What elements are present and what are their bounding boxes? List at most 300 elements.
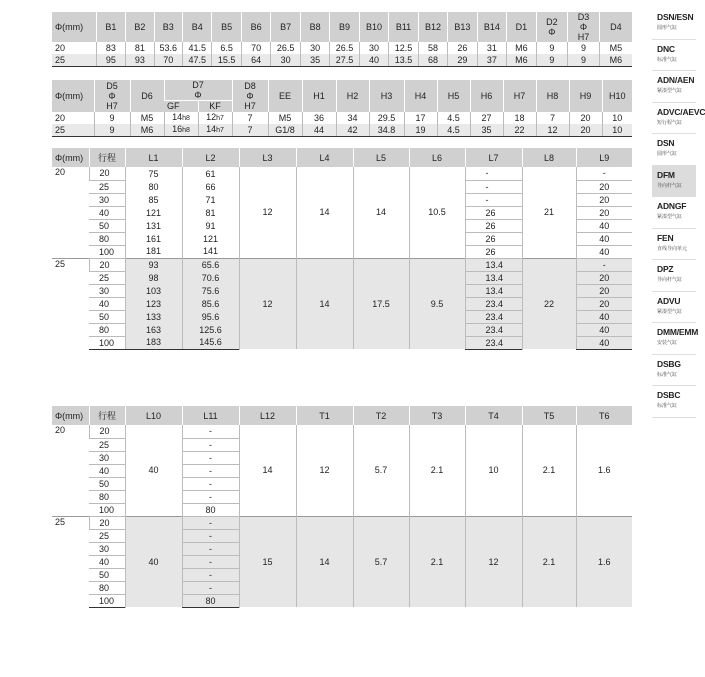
column-header: B8 xyxy=(300,12,329,42)
column-header: B5 xyxy=(212,12,241,42)
sidebar-item[interactable] xyxy=(652,40,696,72)
column-header: T2 xyxy=(353,406,409,425)
table-cell: 20 xyxy=(576,180,632,193)
column-header: B2 xyxy=(126,12,154,42)
stroke-cell: 30 xyxy=(89,451,125,464)
column-header: D3 Φ H7 xyxy=(568,12,600,42)
table-cell: 5.7 xyxy=(353,425,409,516)
sidebar-item[interactable] xyxy=(652,134,696,166)
stroke-cell: 30 xyxy=(89,284,125,297)
table-cell: 26.5 xyxy=(271,42,300,54)
stroke-cell: 100 xyxy=(89,594,125,607)
table-cell: 12h7 xyxy=(198,112,232,124)
sidebar-item-title: DMM/EMM xyxy=(657,327,699,337)
table-cell: 10 xyxy=(602,124,632,137)
sidebar-item-title: DSN xyxy=(657,138,675,148)
sidebar-item[interactable] xyxy=(652,103,705,135)
column-header: L4 xyxy=(296,148,353,167)
column-header: 行程 xyxy=(89,406,125,425)
table-cell: - xyxy=(182,464,239,477)
column-header: L1 xyxy=(125,148,182,167)
column-header: H10 xyxy=(602,80,632,112)
sidebar-item[interactable] xyxy=(652,292,696,324)
table-cell: - xyxy=(182,477,239,490)
table-cell: 123 xyxy=(125,297,182,310)
table-cell: 23.4 xyxy=(465,336,522,349)
table-cell: 53.6 xyxy=(154,42,182,54)
table-cell: M5 xyxy=(268,112,302,124)
table-cell: 22 xyxy=(522,258,576,349)
column-subheader: GF xyxy=(164,101,198,112)
table-cell: - xyxy=(576,167,632,180)
table-cell: - xyxy=(182,425,239,438)
table-cell: 42 xyxy=(336,124,369,137)
column-header: H2 xyxy=(336,80,369,112)
sidebar-item[interactable] xyxy=(652,386,696,418)
sidebar-item-title: ADVU xyxy=(657,295,681,306)
sidebar-item-title: ADNGF xyxy=(657,201,687,211)
table-cell: 163 xyxy=(125,323,182,336)
table-cell: - xyxy=(465,167,522,180)
tolerance: h7 xyxy=(216,126,224,134)
sidebar-item-subtitle: 直线导向单元 xyxy=(657,245,688,252)
table-cell: 75.6 xyxy=(182,284,239,297)
table-cell: 25 xyxy=(52,54,96,66)
table-cell: 26 xyxy=(465,206,522,219)
column-header: L9 xyxy=(576,148,632,167)
table-cell: 29 xyxy=(448,54,477,66)
column-header: Φ(mm) xyxy=(52,80,94,112)
table-row xyxy=(52,112,632,124)
table-cell: 145.6 xyxy=(182,336,239,349)
column-header: L3 xyxy=(239,148,296,167)
table-cell: - xyxy=(182,490,239,503)
sidebar-item[interactable] xyxy=(652,260,696,292)
table-cell: - xyxy=(465,193,522,206)
table-cell: 34.8 xyxy=(369,124,404,137)
table-cell: 26 xyxy=(448,42,477,54)
table-cell: 91 xyxy=(182,219,239,232)
table-cell: 183 xyxy=(125,336,182,349)
sidebar-item-subtitle: 紧凑型气缸 xyxy=(657,214,683,220)
table-cell: 20 xyxy=(576,206,632,219)
stroke-cell: 40 xyxy=(89,464,125,477)
stroke-cell: 20 xyxy=(89,258,125,271)
table-cell: 40 xyxy=(576,232,632,245)
table-cell: M6 xyxy=(130,124,164,137)
table-cell: 64 xyxy=(241,54,270,66)
table-cell: 15 xyxy=(239,516,296,607)
table-cell: 20 xyxy=(55,43,66,53)
stroke-cell: 25 xyxy=(89,271,125,284)
stroke-cell: 20 xyxy=(89,167,125,180)
column-header: D6 xyxy=(130,80,164,112)
table-cell: 4.5 xyxy=(437,112,470,124)
table-cell: 44 xyxy=(302,124,336,137)
table-cell: 70 xyxy=(241,42,270,54)
column-header: L11 xyxy=(182,406,239,425)
table-cell: 93 xyxy=(125,258,182,271)
table-cell: 4.5 xyxy=(437,124,470,137)
column-header: L10 xyxy=(125,406,182,425)
bore-cell: 25 xyxy=(52,258,89,349)
sidebar-item-subtitle: 紧凑型气缸 xyxy=(657,88,683,94)
table-cell: 15.5 xyxy=(212,54,241,66)
column-header: H7 xyxy=(503,80,536,112)
tolerance: h8 xyxy=(182,126,190,134)
dimension-table-d-h xyxy=(52,80,632,137)
table-cell: 12 xyxy=(239,258,296,349)
table-cell: 93 xyxy=(126,54,154,66)
sidebar-item[interactable] xyxy=(652,229,696,261)
column-header: L12 xyxy=(239,406,296,425)
stroke-cell: 50 xyxy=(89,477,125,490)
table-cell: 58 xyxy=(418,42,447,54)
table-cell: 41.5 xyxy=(182,42,211,54)
table-cell: 9.5 xyxy=(409,258,465,349)
table-cell: 9 xyxy=(94,124,130,137)
table-cell: 12 xyxy=(536,124,569,137)
table-cell: 31 xyxy=(477,42,506,54)
dimension-table-t xyxy=(52,406,632,608)
sidebar-item-title: DSBC xyxy=(657,390,681,400)
stroke-cell: 40 xyxy=(89,555,125,568)
table-cell: 70.6 xyxy=(182,271,239,284)
table-cell: 10 xyxy=(465,425,522,516)
column-header: B13 xyxy=(448,12,477,42)
column-header: L6 xyxy=(409,148,465,167)
table-cell: 95 xyxy=(96,54,125,66)
table-cell: 80 xyxy=(125,180,182,193)
table-row xyxy=(52,54,632,66)
column-header: H4 xyxy=(404,80,437,112)
table-cell: 26 xyxy=(465,232,522,245)
table-cell: 20 xyxy=(576,193,632,206)
table-cell: 98 xyxy=(125,271,182,284)
table-cell: 14h8 xyxy=(164,112,198,124)
table-cell: 75 xyxy=(125,167,182,180)
table-cell: 9 xyxy=(568,54,600,66)
stroke-cell: 50 xyxy=(89,568,125,581)
stroke-cell: 100 xyxy=(89,336,125,349)
stroke-cell: 40 xyxy=(89,206,125,219)
column-header: B9 xyxy=(330,12,359,42)
table-cell: 19 xyxy=(404,124,437,137)
table-cell: M6 xyxy=(507,54,536,66)
table-cell: 9 xyxy=(536,54,568,66)
table-cell: 121 xyxy=(125,206,182,219)
table-cell: 35 xyxy=(300,54,329,66)
column-header: T3 xyxy=(409,406,465,425)
table-cell: 30 xyxy=(359,42,388,54)
table-cell: 1.6 xyxy=(576,425,632,516)
table-cell: 16h8 xyxy=(164,124,198,137)
table-cell: 23.4 xyxy=(465,297,522,310)
table-cell: 12 xyxy=(239,167,296,258)
stroke-cell: 50 xyxy=(89,219,125,232)
table-cell: 2.1 xyxy=(522,516,576,607)
table-cell: 13.4 xyxy=(465,284,522,297)
sidebar-item-subtitle: 安装气缸 xyxy=(657,340,678,346)
table-cell: 40 xyxy=(576,323,632,336)
column-header: L2 xyxy=(182,148,239,167)
table-cell: 20 xyxy=(55,112,66,123)
table-cell: 6.5 xyxy=(212,42,241,54)
table-cell: M6 xyxy=(507,42,536,54)
table-cell: 80 xyxy=(182,503,239,516)
table-cell: 40 xyxy=(576,310,632,323)
sidebar-item-subtitle: 短行程气缸 xyxy=(657,119,683,126)
table-cell: 10.5 xyxy=(409,167,465,258)
table-cell: 14 xyxy=(239,425,296,516)
table-cell: 20 xyxy=(569,124,602,137)
sidebar-item-title: DPZ xyxy=(657,264,674,274)
tolerance: h7 xyxy=(216,114,224,122)
column-header: H8 xyxy=(536,80,569,112)
table-cell: 30 xyxy=(300,42,329,54)
dimension-table-l xyxy=(52,148,632,350)
table-cell: - xyxy=(465,180,522,193)
sidebar-item[interactable] xyxy=(652,197,696,229)
sidebar-item-subtitle: 导向杆气缸 xyxy=(657,182,683,189)
table-cell: 25 xyxy=(52,124,94,137)
column-header: H6 xyxy=(470,80,503,112)
column-header: D2 Φ xyxy=(536,12,568,42)
stroke-cell: 30 xyxy=(89,193,125,206)
table-cell: 27.5 xyxy=(330,54,359,66)
table-cell: 7 xyxy=(536,112,569,124)
table-cell: 66 xyxy=(182,180,239,193)
table-cell: 34 xyxy=(336,112,369,124)
sidebar-item[interactable] xyxy=(652,71,696,103)
column-header: H5 xyxy=(437,80,470,112)
column-header: T5 xyxy=(522,406,576,425)
sidebar-item[interactable] xyxy=(652,323,699,355)
column-header: T6 xyxy=(576,406,632,425)
table-cell: 36 xyxy=(302,112,336,124)
table-cell: 20 xyxy=(576,284,632,297)
stroke-cell: 80 xyxy=(89,581,125,594)
table-cell: 40 xyxy=(576,336,632,349)
table-cell: 21 xyxy=(522,167,576,258)
table-cell: 131 xyxy=(125,219,182,232)
table-row xyxy=(52,124,632,137)
table-cell: 83 xyxy=(96,42,125,54)
table-cell: 40 xyxy=(359,54,388,66)
table-cell: 71 xyxy=(182,193,239,206)
table-row xyxy=(52,167,632,180)
table-cell: M5 xyxy=(130,112,164,124)
table-cell: 18 xyxy=(503,112,536,124)
column-header: 行程 xyxy=(89,148,125,167)
column-header: B14 xyxy=(477,12,506,42)
sidebar-item-subtitle: 圆形气缸 xyxy=(657,151,678,157)
dimension-table-b xyxy=(52,12,632,67)
table-row xyxy=(52,425,632,438)
column-header: B4 xyxy=(182,12,211,42)
stroke-cell: 100 xyxy=(89,245,125,258)
column-header: Φ(mm) xyxy=(52,12,96,42)
table-cell: 133 xyxy=(125,310,182,323)
table-cell: 9 xyxy=(536,42,568,54)
column-header: B10 xyxy=(359,12,388,42)
column-header: EE xyxy=(268,80,302,112)
column-header: D1 xyxy=(507,12,536,42)
table-cell: 61 xyxy=(182,167,239,180)
stroke-cell: 80 xyxy=(89,490,125,503)
table-cell: 12.5 xyxy=(389,42,418,54)
sidebar-item-title: ADVC/AEVC xyxy=(657,106,705,117)
sidebar-item-title: DSN/ESN xyxy=(657,12,694,22)
sidebar-item[interactable] xyxy=(652,8,696,40)
table-cell: - xyxy=(182,438,239,451)
column-header: T1 xyxy=(296,406,353,425)
sidebar-item-subtitle: 标准气缸 xyxy=(657,56,678,63)
table-cell: - xyxy=(182,555,239,568)
table-cell: 17.5 xyxy=(353,258,409,349)
sidebar-item-title: DSBG xyxy=(657,358,681,369)
table-cell: 10 xyxy=(602,112,632,124)
table-cell: 23.4 xyxy=(465,323,522,336)
table-cell: 40 xyxy=(125,425,182,516)
table-cell: 12 xyxy=(296,425,353,516)
table-cell: 37 xyxy=(477,54,506,66)
table-cell: 47.5 xyxy=(182,54,211,66)
table-cell: 22 xyxy=(503,124,536,137)
column-header: B1 xyxy=(96,12,125,42)
table-cell: 65.6 xyxy=(182,258,239,271)
table-cell: 81 xyxy=(126,42,154,54)
table-cell: 26 xyxy=(465,219,522,232)
column-header: D5 Φ H7 xyxy=(94,80,130,112)
stroke-cell: 50 xyxy=(89,310,125,323)
table-row xyxy=(52,258,632,271)
table-cell: 5.7 xyxy=(353,516,409,607)
table-cell: 81 xyxy=(182,206,239,219)
table-cell: 68 xyxy=(418,54,447,66)
table-cell: 85 xyxy=(125,193,182,206)
table-cell: 2.1 xyxy=(522,425,576,516)
column-header: B11 xyxy=(389,12,418,42)
column-header: L8 xyxy=(522,148,576,167)
table-cell: 35 xyxy=(470,124,503,137)
table-cell: 14 xyxy=(296,167,353,258)
stroke-cell: 20 xyxy=(89,516,125,529)
table-cell: 40 xyxy=(125,516,182,607)
table-cell: 17 xyxy=(404,112,437,124)
sidebar-item-subtitle: 标准气缸 xyxy=(657,371,678,378)
sidebar-item[interactable] xyxy=(652,166,696,198)
sidebar-item-subtitle: 圆形气缸 xyxy=(657,25,678,31)
table-cell: 121 xyxy=(182,232,239,245)
table-cell: 70 xyxy=(154,54,182,66)
stroke-cell: 80 xyxy=(89,323,125,336)
stroke-cell: 20 xyxy=(89,425,125,438)
column-header: B6 xyxy=(241,12,270,42)
sidebar-item-title: DNC xyxy=(657,43,675,54)
table-row xyxy=(52,42,632,54)
table-cell: 2.1 xyxy=(409,425,465,516)
table-cell: 95.6 xyxy=(182,310,239,323)
column-header: L5 xyxy=(353,148,409,167)
table-cell: 14 xyxy=(296,258,353,349)
stroke-cell: 25 xyxy=(89,529,125,542)
column-header: Φ(mm) xyxy=(52,406,89,425)
stroke-cell: 100 xyxy=(89,503,125,516)
table-cell: 26 xyxy=(465,245,522,258)
table-cell: 14 xyxy=(296,516,353,607)
table-cell: 7 xyxy=(232,112,268,124)
stroke-cell: 25 xyxy=(89,438,125,451)
product-sidebar xyxy=(652,8,705,418)
column-header: H3 xyxy=(369,80,404,112)
table-cell: 14 xyxy=(353,167,409,258)
column-subheader: KF xyxy=(198,101,232,112)
table-cell: 26.5 xyxy=(330,42,359,54)
table-cell: M5 xyxy=(599,42,632,54)
stroke-cell: 30 xyxy=(89,542,125,555)
table-cell: 14h7 xyxy=(198,124,232,137)
sidebar-item[interactable] xyxy=(652,355,696,387)
sidebar-item-subtitle: 标准气缸 xyxy=(657,403,678,409)
table-cell: G1/8 xyxy=(268,124,302,137)
bore-cell: 20 xyxy=(52,425,89,516)
table-cell: 80 xyxy=(182,594,239,607)
column-header: B7 xyxy=(271,12,300,42)
table-cell: - xyxy=(182,451,239,464)
table-cell: 161 xyxy=(125,232,182,245)
column-header: B12 xyxy=(418,12,447,42)
table-cell: M6 xyxy=(599,54,632,66)
table-cell: - xyxy=(182,529,239,542)
sidebar-item-subtitle: 导向杆气缸 xyxy=(657,277,683,283)
sidebar-item-title: DFM xyxy=(657,169,675,180)
table-cell: 2.1 xyxy=(409,516,465,607)
table-cell: 23.4 xyxy=(465,310,522,323)
table-cell: 1.6 xyxy=(576,516,632,607)
table-cell: 103 xyxy=(125,284,182,297)
table-cell: 40 xyxy=(576,219,632,232)
bore-cell: 25 xyxy=(52,516,89,607)
table-cell: 85.6 xyxy=(182,297,239,310)
stroke-cell: 40 xyxy=(89,297,125,310)
tolerance: h8 xyxy=(182,114,190,122)
table-cell: 20 xyxy=(569,112,602,124)
table-cell: 12 xyxy=(465,516,522,607)
table-row xyxy=(52,516,632,529)
table-cell: 27 xyxy=(470,112,503,124)
table-cell: - xyxy=(182,568,239,581)
column-header: D4 xyxy=(599,12,632,42)
table-cell: 9 xyxy=(568,42,600,54)
table-cell: 30 xyxy=(271,54,300,66)
table-cell: 40 xyxy=(576,245,632,258)
column-header: H9 xyxy=(569,80,602,112)
column-header: B3 xyxy=(154,12,182,42)
table-cell: - xyxy=(182,542,239,555)
table-cell: - xyxy=(182,581,239,594)
table-cell: 13.4 xyxy=(465,258,522,271)
table-cell: 9 xyxy=(94,112,130,124)
column-header: D8 Φ H7 xyxy=(232,80,268,112)
column-header: Φ(mm) xyxy=(52,148,89,167)
table-cell: 181 xyxy=(125,245,182,258)
sidebar-item-title: ADN/AEN xyxy=(657,75,695,85)
table-cell: 125.6 xyxy=(182,323,239,336)
column-header: H1 xyxy=(302,80,336,112)
column-header: T4 xyxy=(465,406,522,425)
table-cell: 20 xyxy=(576,271,632,284)
